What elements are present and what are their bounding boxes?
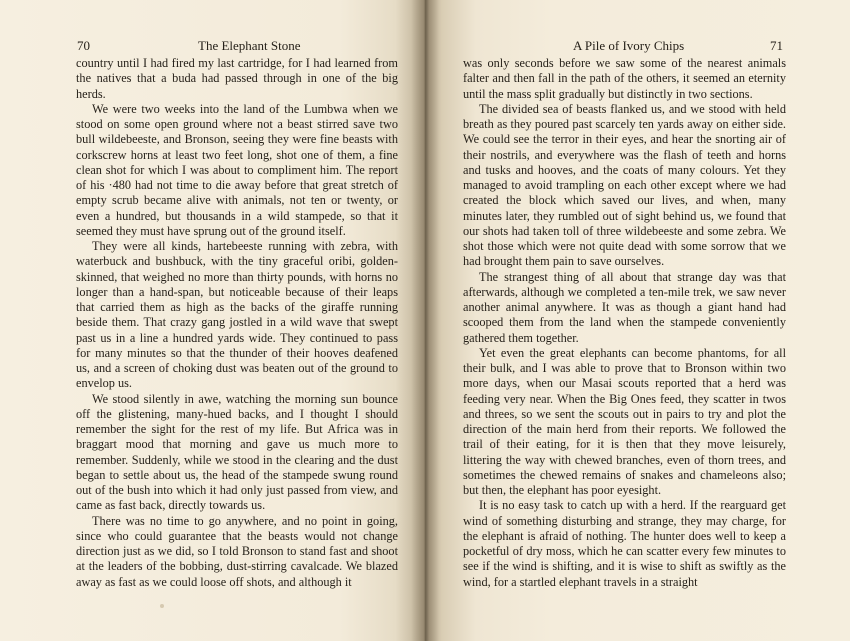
page-number-left: 70 [77,38,90,53]
left-page-body [76,56,398,590]
paragraph: We were two weeks into the land of the Lumbwa when we stood on some open ground where not a beast stirred save two bull wildebeeste, and Bronson, seeing they were fine beasts with corkscrew horns at least two feet long, shot one of them, a fine clean shot for which I was about to compliment him. The report of his ·480 had not time to die away before that great stretch of empty scrub became alive with animals, not ten or twenty, or even a hundred, but thousands in a wild stampede, so that it seemed they must have sprung out of the ground itself. [76,101,398,238]
book-gutter-shadow [411,0,439,641]
right-page-body [463,56,786,590]
paragraph: country until I had fired my last cartridge, for I had learned from the natives that a buda had passed through in one of the big herds. [76,56,398,101]
right-page [425,0,850,641]
paragraph: They were all kinds, hartebeeste running with zebra, with waterbuck and bushbuck, with the tiny graceful oribi, golden-skinned, that weighed no more than thirty pounds, with horns no longer than a hand-span, but noticeable because of their leaps that carried them as high as the backs of the giraffe running beside them. That crazy gang jostled in a wild wave that swept past us in a line a hundred yards wide. They continued to pass for many minutes so that the thunder of their hooves deafened us, and a screen of choking dust was beaten out of the ground to envelop us. [76,239,398,391]
paragraph: We stood silently in awe, watching the morning sun bounce off the glistening, many-hued backs, and I thought I should remember the sight for the rest of my life. But Africa was in braggart mood that morning and gave us much more to remember. Suddenly, while we stood in the clearing and the dust began to settle about us, the head of the stampede swung round out of the bush into which it had only just passed from view, and came as fast back, directly towards us. [76,391,398,513]
paragraph: The divided sea of beasts flanked us, and we stood with held breath as they poured past scarcely ten yards away on either side. We could see the terror in their eyes, and hear the snorting air of their nostrils, and everywhere was the flash of teeth and horns and tusks and hooves, and the coats of many colours. Yet they managed to avoid trampling on each other except where we had created the block which saved our lives, and when, many minutes later, they rumbled out of sight behind us, we found that our shots had taken toll of three wildebeeste and some zebra. We shot those which were not quite dead with some sorrow that we had brought them pain to save ourselves. [463,101,786,269]
page-number-right: 71 [770,38,783,53]
paragraph: The strangest thing of all about that strange day was that afterwards, although we completed a ten-mile trek, we saw never another animal anywhere. It was as though a giant hand had scooped them from the land when the stampede conveniently gathered them together. [463,269,786,345]
running-head-right: A Pile of Ivory Chips [573,38,685,53]
paragraph: There was no time to go anywhere, and no point in going, since who could guarantee that the beasts would not change direction just as we did, so I told Bronson to stand fast and shoot at the leaders of the bobbing, dust-stirring cavalcade. We blazed away as fast as we could loose off shots, and although it [76,513,398,589]
paragraph: It is no easy task to catch up with a herd. If the rearguard get wind of something disturbing and strange, they may charge, for the elephant is afraid of nothing. The hunter does well to keep a pocketful of dry moss, which he can scatter every few minutes to see if the wind is shifting, and it is wise to shift as swiftly as the wind, for a startled elephant travels in a straight [463,498,786,589]
running-head-left: The Elephant Stone [198,38,301,53]
paragraph: Yet even the great elephants can become phantoms, for all their bulk, and I was able to prove that to Bronson within two more days, when our Masai scouts reported that a herd was feeding very near. When the Big Ones feed, they scatter in twos and threes, so we sent the scouts out in pairs to try and plot the direction of the main herd from their reports. We followed the trail of their eating, for it is then that they move leisurely, littering the way with chewed branches, even of thorn trees, and sometimes the chewed remains of snakes and chameleons also; but then, the elephant has poor eyesight. [463,345,786,497]
paper-speck [160,604,164,608]
paragraph: was only seconds before we saw some of the nearest animals falter and then fall in the path of the others, it seemed an eternity until the mass split gradually but distinctly in two sections. [463,56,786,101]
